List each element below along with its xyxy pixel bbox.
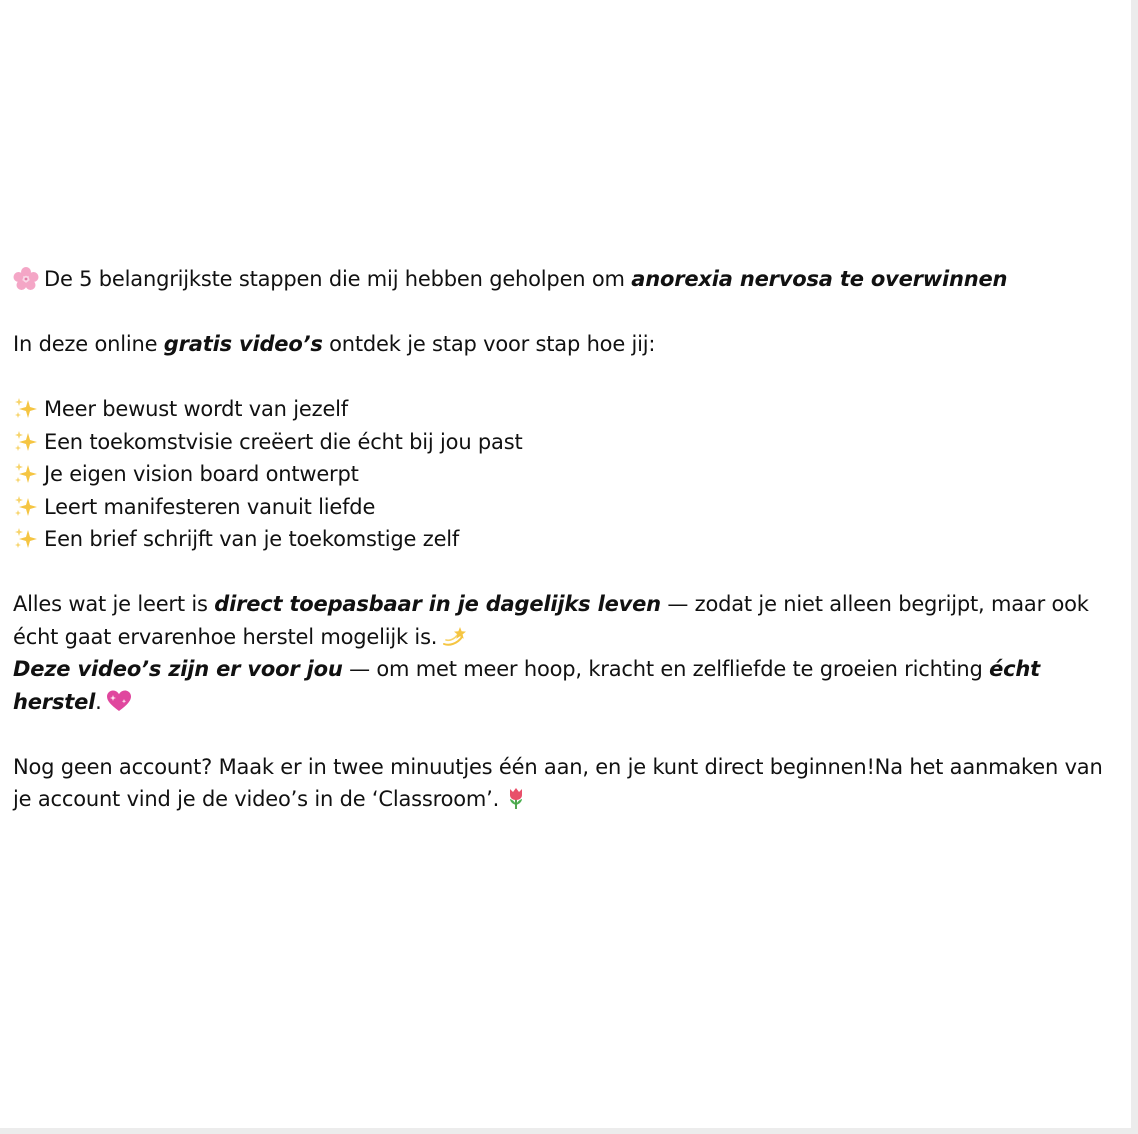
spacer: [13, 296, 1125, 329]
sparkles-icon: [13, 461, 39, 485]
list-item: [13, 458, 1125, 491]
sparkling-heart-icon: [106, 689, 132, 713]
spacer: [13, 556, 1125, 589]
list-item: [13, 393, 1125, 426]
intro-line: [13, 328, 1125, 361]
heading-text: De 5 belangrijkste stappen die mij hebben geholpen om: [44, 267, 632, 291]
tulip-icon: [503, 786, 529, 810]
for-you-emphasis: Deze video’s zijn er voor jou: [13, 657, 343, 681]
for-you-text-end: .: [95, 689, 102, 714]
spacer: [13, 718, 1125, 751]
sparkles-icon: [13, 494, 39, 518]
intro-text-before: In deze online: [13, 332, 164, 356]
for-you-text: — om met meer hoop, kracht en zelfliefde te groeien richting: [342, 657, 990, 681]
list-item-text: Je eigen vision board ontwerpt: [44, 462, 359, 486]
post-content: [13, 263, 1125, 816]
spacer: [13, 361, 1125, 394]
account-paragraph: [13, 751, 1125, 816]
apply-emphasis: direct toepasbaar in je dagelijks leven: [214, 592, 661, 616]
for-you-emphasis-end: écht herstel: [13, 657, 1040, 714]
for-you-paragraph: [13, 653, 1125, 718]
list-item: [13, 426, 1125, 459]
apply-text-after: — zodat je niet alleen begrijpt, maar ook écht gaat ervarenhoe herstel mogelijk is.: [13, 592, 1089, 649]
intro-text-after: ontdek je stap voor stap hoe jij:: [322, 332, 656, 356]
page-bottom-edge: [0, 1128, 1138, 1134]
account-text: Nog geen account? Maak er in twee minuutjes één aan, en je kunt direct beginnen!Na het aanmaken van je account vind je de video’s in de ‘Classroom’.: [13, 754, 1103, 811]
apply-paragraph: [13, 588, 1125, 653]
list-item-text: Leert manifesteren vanuit liefde: [44, 494, 376, 519]
list-item: [13, 523, 1125, 556]
post-heading: [13, 263, 1125, 296]
list-item-text: Een toekomstvisie creëert die écht bij jou past: [44, 429, 523, 454]
scrollbar-track: [1131, 0, 1138, 1134]
sparkles-icon: [13, 526, 39, 550]
cherry-blossom-icon: [13, 266, 39, 290]
list-item-text: Een brief schrijft van je toekomstige zelf: [44, 527, 460, 551]
list-item-text: Meer bewust wordt van jezelf: [44, 397, 348, 421]
apply-text-before: Alles wat je leert is: [13, 592, 215, 616]
list-item: [13, 491, 1125, 524]
sparkles-icon: [13, 396, 39, 420]
sparkles-icon: [13, 429, 39, 453]
heading-emphasis: anorexia nervosa te overwinnen: [631, 267, 1008, 291]
intro-emphasis: gratis video’s: [163, 332, 323, 356]
dizzy-star-icon: [441, 624, 467, 648]
